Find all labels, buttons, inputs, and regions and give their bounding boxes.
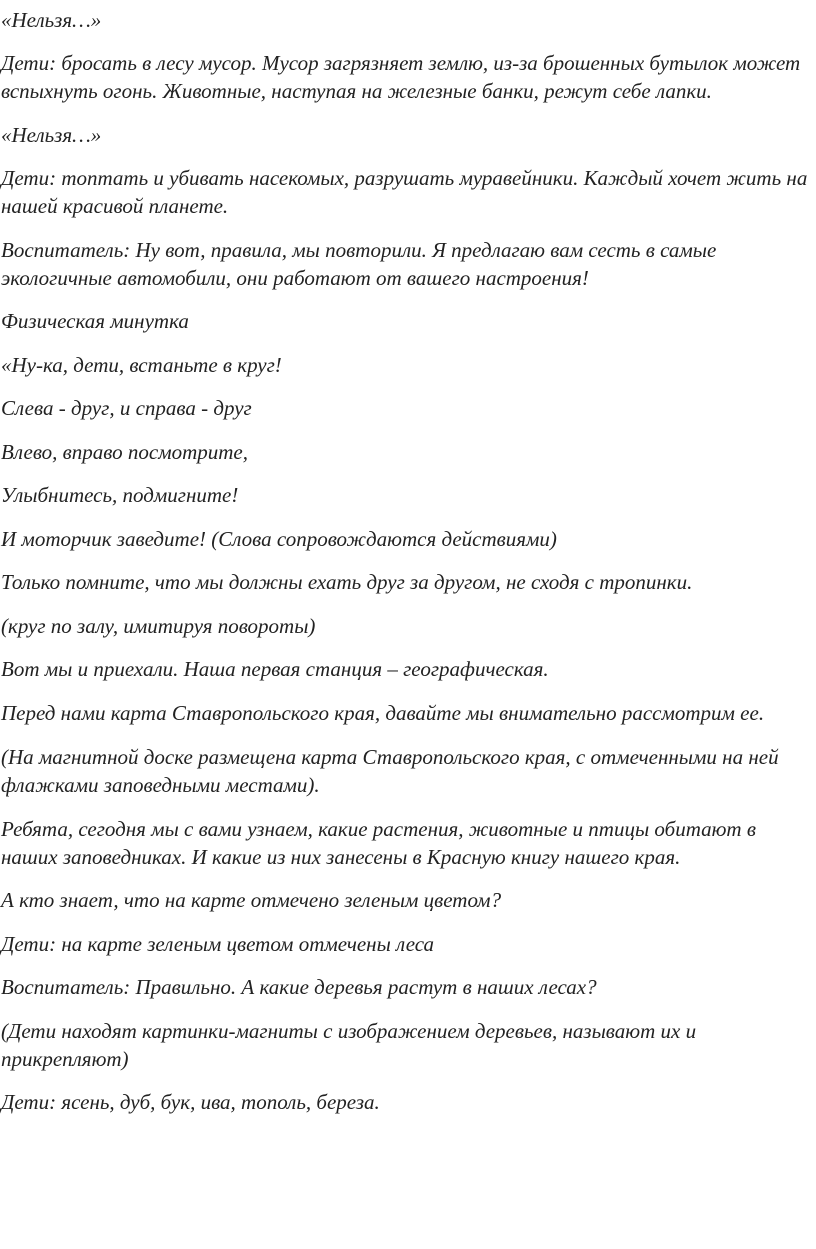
paragraph-21: (Дети находят картинки-магниты с изображением деревьев, называют их и прикрепляют) [1,1019,697,1071]
paragraph-1: «Нельзя…» [1,8,102,32]
poem-line-2: Слева - друг, и справа - друг [1,396,252,420]
section-heading: Физическая минутка [1,309,189,333]
paragraph-17: Ребята, сегодня мы с вами узнаем, какие растения, животные и птицы обитают в наших заповедниках. И какие из них занесены в Красную книгу нашего края. [1,817,756,869]
paragraph-15: Перед нами карта Ставропольского края, давайте мы внимательно рассмотрим ее. [1,701,765,725]
paragraph-12: Только помните, что мы должны ехать друг за другом, не сходя с тропинки. [1,570,693,594]
paragraph-3: «Нельзя…» [1,123,102,147]
paragraph-22: Дети: ясень, дуб, бук, ива, тополь, береза. [1,1090,380,1114]
paragraph-19: Дети: на карте зеленым цветом отмечены леса [1,932,435,956]
poem-line-3: Влево, вправо посмотрите, [1,440,248,464]
paragraph-20: Воспитатель: Правильно. А какие деревья растут в наших лесах? [1,975,597,999]
paragraph-5: Воспитатель: Ну вот, правила, мы повторили. Я предлагаю вам сесть в самые экологичные автомобили, они работают от вашего настроения! [1,238,717,290]
paragraph-16: (На магнитной доске размещена карта Ставропольского края, с отмеченными на ней флажками заповедными местами). [1,745,779,797]
paragraph-4: Дети: топтать и убивать насекомых, разрушать муравейники. Каждый хочет жить на нашей красивой планете. [1,166,808,218]
poem-line-5: И моторчик заведите! (Слова сопровождаются действиями) [1,527,557,551]
paragraph-14: Вот мы и приехали. Наша первая станция – географическая. [1,657,549,681]
poem-line-4: Улыбнитесь, подмигните! [1,483,239,507]
paragraph-13: (круг по залу, имитируя повороты) [1,614,316,638]
poem-line-1: «Ну-ка, дети, встаньте в круг! [1,353,282,377]
paragraph-18: А кто знает, что на карте отмечено зеленым цветом? [1,888,502,912]
paragraph-2: Дети: бросать в лесу мусор. Мусор загрязняет землю, из-за брошенных бутылок может вспыхнуть огонь. Животные, наступая на железные банки, режут себе лапки. [1,51,801,103]
